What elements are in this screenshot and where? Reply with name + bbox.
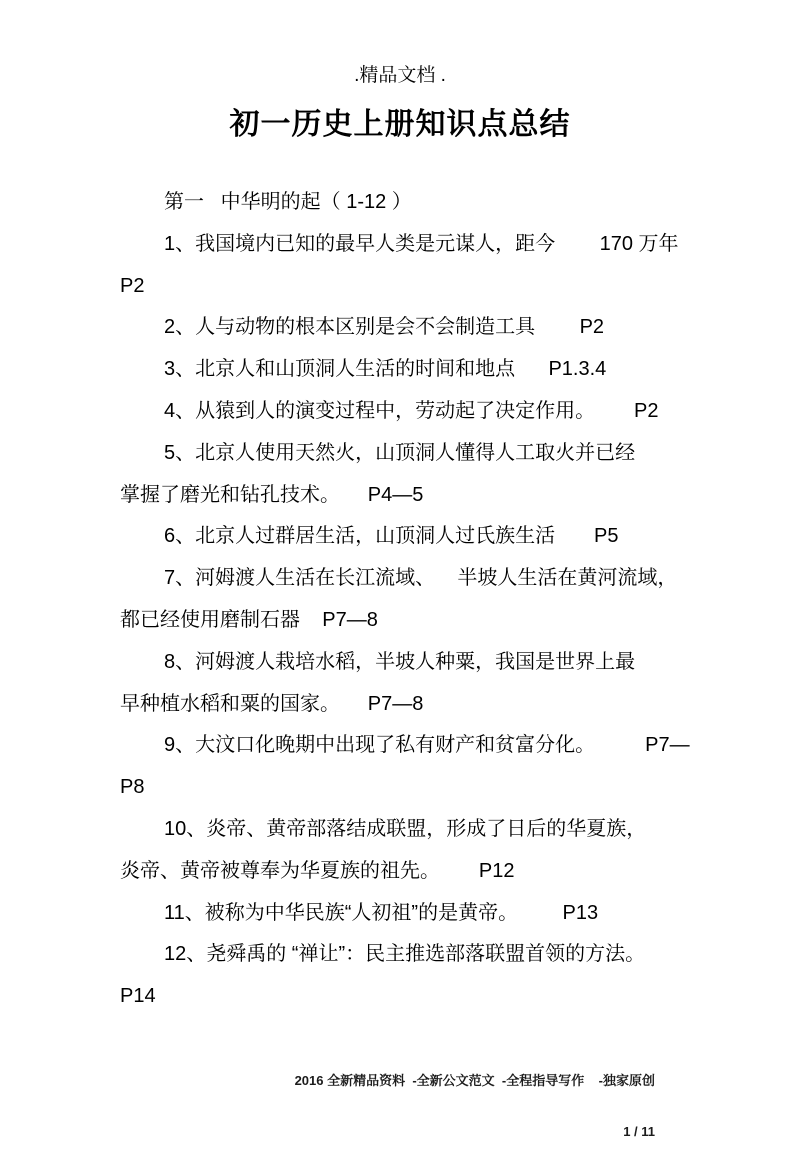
footer-credits: 2016 全新精品资料 -全新公文范文 -全程指导写作 -独家原创 — [294, 1073, 655, 1088]
body-line: 7、河姆渡人生活在长江流域、 半坡人生活在黄河流域， — [164, 567, 678, 590]
body-line: 炎帝、黄帝被尊奉为华夏族的祖先。 P12 — [120, 859, 515, 882]
body-line: P14 — [120, 985, 156, 1008]
body-line: 12、尧舜禹的 “禅让”：民主推选部落联盟首领的方法。 — [164, 943, 646, 966]
body-line: 4、从猿到人的演变过程中，劳动起了决定作用。 P2 — [164, 399, 659, 422]
body-text — [120, 182, 690, 1018]
body-line: 8、河姆渡人栽培水稻，半坡人种粟，我国是世界上最 — [164, 650, 636, 673]
body-line: 都已经使用磨制石器 P7—8 — [120, 608, 378, 631]
header-note: .精品文档 . — [354, 65, 446, 86]
body-line: 6、北京人过群居生活，山顶洞人过氏族生活 P5 — [164, 525, 619, 548]
body-line: 10、炎帝、黄帝部落结成联盟，形成了日后的华夏族， — [164, 817, 647, 840]
body-line: 第一 中华明的起（ 1-12 ） — [164, 191, 412, 213]
body-line: 9、大汶口化晚期中出现了私有财产和贫富分化。 P7— — [164, 734, 690, 757]
body-line: 1、我国境内已知的最早人类是元谋人，距今 170 万年 — [164, 232, 679, 255]
page-title: 初一历史上册知识点总结 — [229, 108, 571, 141]
body-line: 3、北京人和山顶洞人生活的时间和地点 P1.3.4 — [164, 358, 607, 381]
page-number: 1 / 11 — [623, 1124, 655, 1139]
body-line: 2、人与动物的根本区别是会不会制造工具 P2 — [164, 316, 605, 339]
body-line: 11、被称为中华民族“人初祖”的是黄帝。 P13 — [164, 901, 599, 924]
body-line: 早种植水稻和粟的国家。 P7—8 — [120, 692, 424, 715]
body-line: P2 — [120, 274, 145, 297]
body-line: 5、北京人使用天然火，山顶洞人懂得人工取火并已经 — [164, 441, 636, 464]
body-line: 掌握了磨光和钻孔技术。 P4—5 — [120, 483, 424, 506]
body-line: P8 — [120, 776, 145, 799]
page-footer — [295, 1038, 655, 1174]
